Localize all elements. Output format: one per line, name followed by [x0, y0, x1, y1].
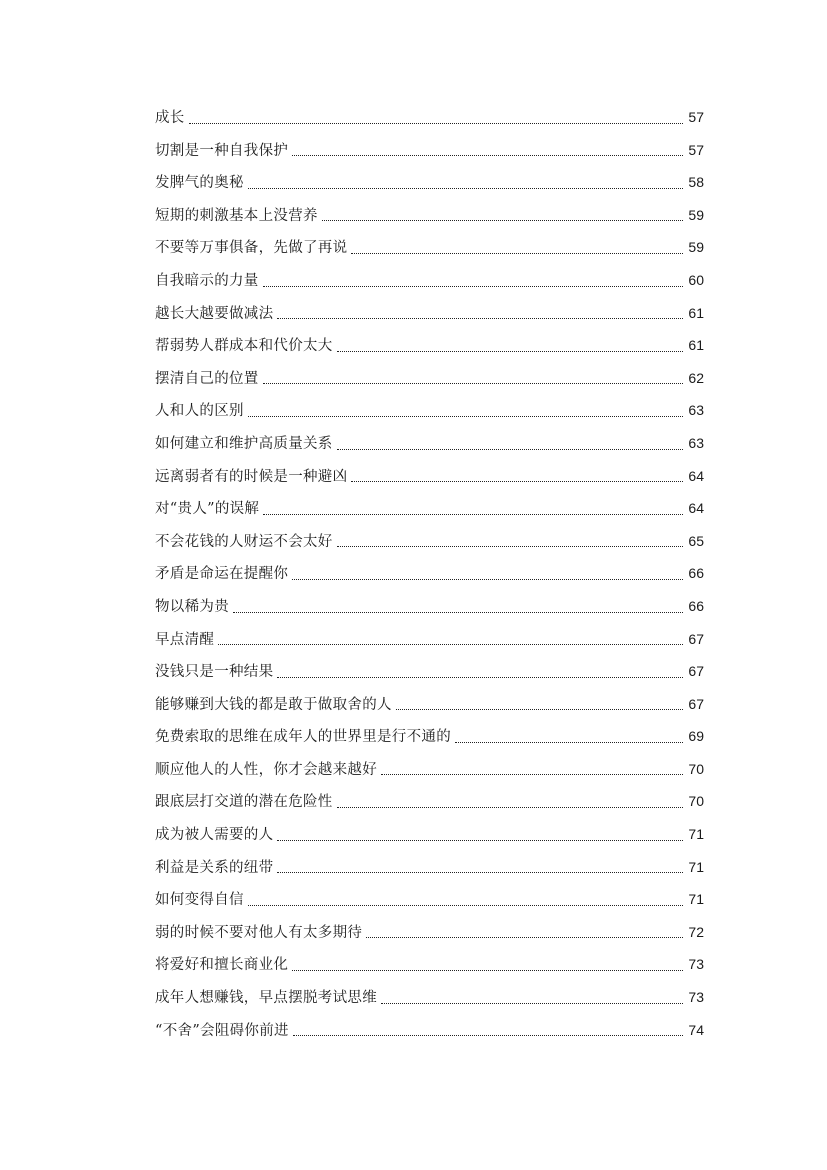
dot-leader [337, 807, 683, 808]
toc-entry-title: 自我暗示的力量 [155, 272, 259, 289]
toc-entry-title: 对“贵人”的误解 [155, 501, 260, 518]
toc-entry-page-number: 63 [688, 434, 704, 451]
toc-entry-title: 发脾气的奥秘 [155, 175, 244, 192]
toc-entry-page-number: 71 [688, 891, 704, 908]
toc-entry-page-number: 69 [688, 728, 704, 745]
toc-entry-page-number: 71 [688, 858, 704, 875]
dot-leader [263, 383, 683, 384]
toc-entry-page-number: 67 [688, 630, 704, 647]
toc-entry[interactable] [155, 723, 704, 756]
dot-leader [322, 220, 683, 221]
toc-entry-title: 成年人想赚钱，早点摆脱考试思维 [155, 990, 377, 1007]
toc-entry[interactable] [155, 169, 704, 202]
toc-entry-title: 帮弱势人群成本和代价太大 [155, 338, 333, 355]
dot-leader [381, 1003, 683, 1004]
toc-entry[interactable] [155, 691, 704, 724]
toc-entry-title: 成长 [155, 110, 185, 126]
toc-entry-page-number: 71 [688, 826, 704, 843]
toc-entry[interactable] [155, 104, 704, 137]
toc-entry[interactable] [155, 788, 704, 821]
toc-entry[interactable] [155, 463, 704, 496]
toc-entry-page-number: 66 [688, 597, 704, 614]
toc-entry[interactable] [155, 886, 704, 919]
dot-leader [248, 188, 683, 189]
dot-leader [277, 677, 683, 678]
dot-leader [455, 742, 683, 743]
toc-entry-title: 远离弱者有的时候是一种避凶 [155, 468, 348, 485]
toc-entry[interactable] [155, 756, 704, 789]
toc-entry-page-number: 58 [688, 174, 704, 191]
toc-entry[interactable] [155, 267, 704, 300]
toc-entry[interactable] [155, 137, 704, 170]
toc-entry-title: 越长大越要做减法 [155, 305, 274, 322]
toc-entry[interactable] [155, 821, 704, 854]
dot-leader [351, 481, 683, 482]
dot-leader [337, 351, 683, 352]
toc-entry[interactable] [155, 495, 704, 528]
toc-entry-page-number: 72 [688, 923, 704, 940]
toc-entry-title: 不会花钱的人财运不会太好 [155, 533, 333, 550]
dot-leader [233, 612, 683, 613]
toc-entry[interactable] [155, 234, 704, 267]
toc-entry[interactable] [155, 300, 704, 333]
toc-entry-title: 物以稀为贵 [155, 598, 229, 615]
dot-leader [277, 318, 683, 319]
dot-leader [351, 253, 683, 254]
dot-leader [248, 416, 683, 417]
toc-entry-title: “不舍”会阻碍你前进 [155, 1022, 289, 1039]
dot-leader [292, 579, 683, 580]
toc-entry-title: 如何建立和维护高质量关系 [155, 435, 333, 452]
toc-entry[interactable] [155, 854, 704, 887]
toc-entry[interactable] [155, 951, 704, 984]
toc-entry-page-number: 70 [688, 760, 704, 777]
dot-leader [337, 546, 683, 547]
toc-entry-title: 顺应他人的人性，你才会越来越好 [155, 761, 377, 778]
toc-entry-page-number: 62 [688, 369, 704, 386]
table-of-contents [155, 104, 704, 1049]
dot-leader [292, 970, 683, 971]
toc-entry-page-number: 57 [688, 141, 704, 158]
dot-leader [189, 123, 683, 124]
toc-entry-page-number: 73 [688, 989, 704, 1006]
toc-entry-title: 弱的时候不要对他人有太多期待 [155, 924, 363, 941]
toc-entry-title: 能够赚到大钱的都是敢于做取舍的人 [155, 696, 392, 713]
toc-entry[interactable] [155, 332, 704, 365]
toc-entry-title: 短期的刺激基本上没营养 [155, 207, 318, 224]
toc-entry-page-number: 61 [688, 304, 704, 321]
dot-leader [263, 514, 683, 515]
toc-entry[interactable] [155, 593, 704, 626]
toc-entry[interactable] [155, 560, 704, 593]
toc-entry-page-number: 64 [688, 500, 704, 517]
toc-entry[interactable] [155, 658, 704, 691]
dot-leader [293, 1035, 683, 1036]
toc-entry-page-number: 74 [688, 1021, 704, 1038]
toc-entry-title: 切割是一种自我保护 [155, 142, 289, 159]
dot-leader [277, 840, 683, 841]
toc-entry-title: 如何变得自信 [155, 892, 244, 909]
toc-entry[interactable] [155, 626, 704, 659]
toc-entry-page-number: 63 [688, 402, 704, 419]
toc-entry-page-number: 59 [688, 206, 704, 223]
toc-entry-page-number: 60 [688, 271, 704, 288]
toc-entry[interactable] [155, 365, 704, 398]
toc-entry-title: 跟底层打交道的潜在危险性 [155, 794, 333, 811]
toc-entry-title: 利益是关系的纽带 [155, 859, 274, 876]
dot-leader [292, 155, 683, 156]
toc-entry-title: 成为被人需要的人 [155, 827, 274, 844]
dot-leader [248, 905, 683, 906]
toc-entry-page-number: 67 [688, 663, 704, 680]
toc-entry-title: 摆清自己的位置 [155, 370, 259, 387]
toc-entry-title: 将爱好和擅长商业化 [155, 957, 289, 974]
toc-entry[interactable] [155, 919, 704, 952]
toc-entry-page-number: 61 [688, 337, 704, 354]
dot-leader [381, 774, 683, 775]
dot-leader [263, 286, 683, 287]
dot-leader [218, 644, 683, 645]
toc-entry[interactable] [155, 430, 704, 463]
toc-entry[interactable] [155, 397, 704, 430]
toc-entry-page-number: 59 [688, 239, 704, 256]
toc-entry-title: 不要等万事俱备，先做了再说 [155, 240, 348, 257]
toc-entry-title: 矛盾是命运在提醒你 [155, 566, 289, 583]
toc-entry-page-number: 70 [688, 793, 704, 810]
toc-entry[interactable] [155, 984, 704, 1017]
toc-entry-title: 早点清醒 [155, 631, 215, 648]
dot-leader [277, 872, 683, 873]
toc-entry-title: 没钱只是一种结果 [155, 664, 274, 681]
toc-entry[interactable] [155, 202, 704, 235]
toc-entry[interactable] [155, 528, 704, 561]
toc-entry-page-number: 67 [688, 695, 704, 712]
toc-entry-title: 免费索取的思维在成年人的世界里是行不通的 [155, 729, 451, 746]
toc-entry-page-number: 66 [688, 565, 704, 582]
toc-entry[interactable] [155, 1017, 704, 1050]
toc-entry-page-number: 65 [688, 532, 704, 549]
dot-leader [337, 449, 683, 450]
toc-entry-page-number: 73 [688, 956, 704, 973]
dot-leader [396, 709, 683, 710]
toc-entry-title: 人和人的区别 [155, 403, 244, 420]
toc-entry-page-number: 64 [688, 467, 704, 484]
dot-leader [366, 937, 683, 938]
toc-entry-page-number: 57 [688, 109, 704, 125]
